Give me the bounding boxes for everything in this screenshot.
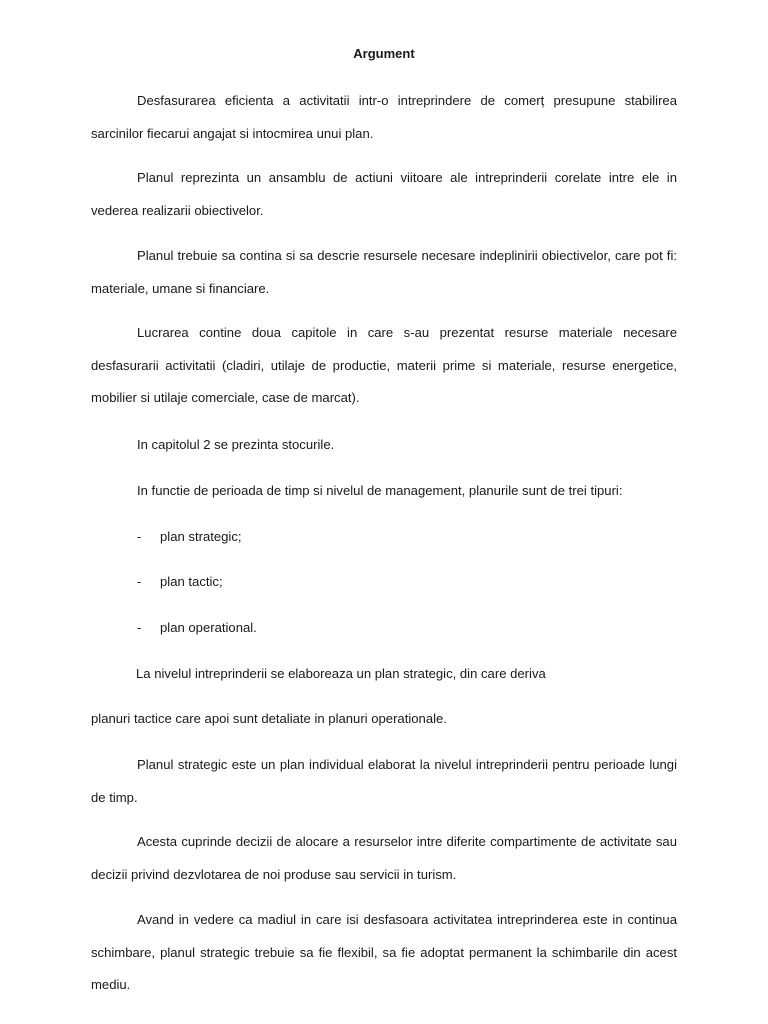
bullet-text: plan operational. xyxy=(160,620,257,635)
paragraph-5: In capitolul 2 se prezinta stocurile. xyxy=(137,437,335,452)
bullet-marker: - xyxy=(137,529,142,544)
bullet-text: plan strategic; xyxy=(160,529,242,544)
bullet-item-2 xyxy=(137,572,223,592)
paragraph-6: In functie de perioada de timp si nivelul de management, planurile sunt de trei tipuri: xyxy=(137,483,623,498)
paragraph-11: Avand in vedere ca madiul in care isi desfasoara activitatea intreprinderea este in continua schimbare, planul strategic trebuie sa fie flexibil, sa fie adoptat permanent la schimbarile din acest mediu. xyxy=(91,912,677,992)
paragraph-2: Planul reprezinta un ansamblu de actiuni viitoare ale intreprinderii corelate intre ele in vederea realizarii obiectivelor. xyxy=(91,170,677,218)
bullet-marker: - xyxy=(137,620,142,635)
paragraph-10: Acesta cuprinde decizii de alocare a resurselor intre diferite compartimente de activitate sau decizii privind dezvlotarea de noi produse sau servicii in turism. xyxy=(91,834,677,882)
paragraph-8: planuri tactice care apoi sunt detaliate in planuri operationale. xyxy=(91,711,447,726)
paragraph-9: Planul strategic este un plan individual elaborat la nivelul intreprinderii pentru perioade lungi de timp. xyxy=(91,757,677,805)
bullet-item-1 xyxy=(137,527,242,547)
paragraph-1: Desfasurarea eficienta a activitatii intr-o intreprindere de comerț presupune stabilirea sarcinilor fiecarui angajat si intocmirea unui plan. xyxy=(91,93,677,141)
bullet-text: plan tactic; xyxy=(160,574,223,589)
paragraph-7: La nivelul intreprinderii se elaboreaza un plan strategic, din care deriva xyxy=(136,666,546,681)
paragraph-3: Planul trebuie sa contina si sa descrie resursele necesare indeplinirii obiectivelor, care pot fi: materiale, umane si financiare. xyxy=(91,248,677,296)
bullet-item-3 xyxy=(137,618,257,638)
paragraph-4: Lucrarea contine doua capitole in care s-au prezentat resurse materiale necesare desfasurarii activitatii (cladiri, utilaje de productie, materii prime si materiale, resurse energetice, mobilier si utilaje comerciale, case de marcat). xyxy=(91,325,677,405)
bullet-marker: - xyxy=(137,574,142,589)
document-title: Argument xyxy=(353,46,415,61)
